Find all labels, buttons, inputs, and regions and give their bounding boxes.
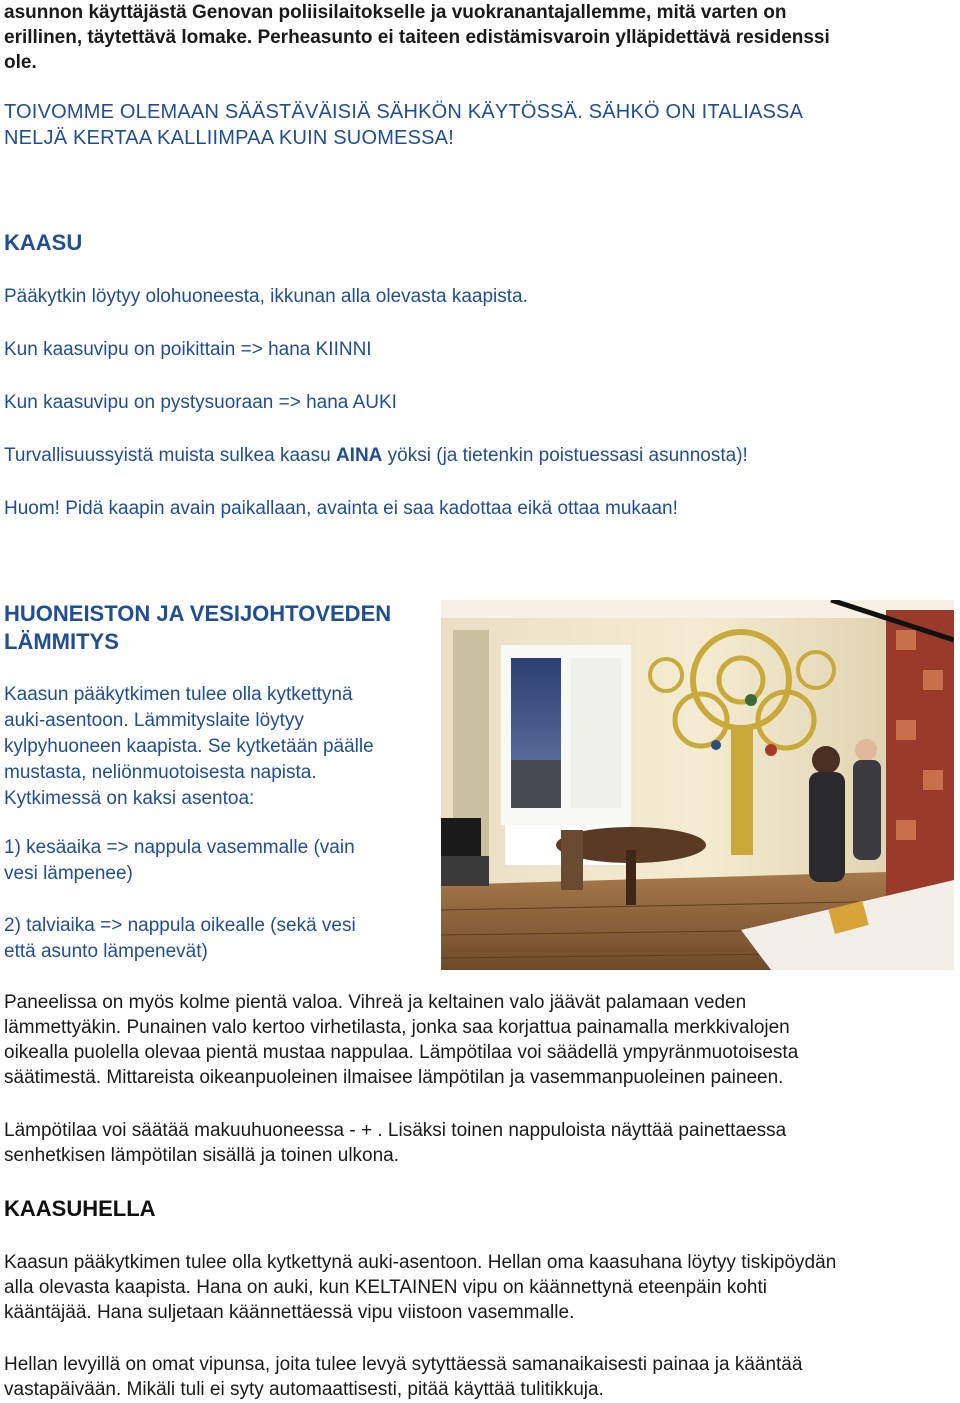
text-line: lämmettyäkin. Punainen valo kertoo virhetilasta, jonka saa korjattua painamalla merkkivalojen [4, 1017, 790, 1038]
summer-option [4, 835, 434, 887]
text-line: kääntäjää. Hana suljetaan käännettäessä vipu viistoon vasemmalle. [4, 1302, 575, 1323]
living-room-photo [441, 600, 954, 970]
text-line: kylpyhuoneen kaapista. Se kytketään päälle [4, 736, 374, 757]
stove-burner-paragraph [4, 1352, 802, 1402]
intro-line: ole. [4, 52, 37, 73]
text-span: yöksi (ja tietenkin poistuessasi asunnosta)! [382, 445, 748, 466]
text-line: että asunto lämpenevät) [4, 941, 208, 962]
text-line: säätimestä. Mittareista oikeanpuoleinen ilmaisee lämpötilan ja vasemmanpuoleinen paineen. [4, 1067, 784, 1088]
section-heading-lammitys [4, 600, 434, 656]
heading-line: HUONEISTON JA VESIJOHTOVEDEN [4, 601, 392, 626]
text-line: Lämpötilaa voi säätää makuuhuoneessa - + . Lisäksi toinen nappuloista näyttää painettaessa [4, 1120, 787, 1141]
emphasis-text: AINA [335, 445, 383, 466]
section-heading-kaasu: KAASU [4, 230, 83, 255]
text-line: vastapäivään. Mikäli tuli ei syty automaattisesti, pitää käyttää tulitikkuja. [4, 1379, 604, 1400]
heading-line: LÄMMITYS [4, 629, 119, 654]
intro-line: erillinen, täytettävä lomake. Perheasunto ei taiteen edistämisvaroin ylläpidettävä residenssi [4, 27, 830, 48]
winter-option [4, 913, 434, 965]
kaasu-paragraph: Kun kaasuvipu on pystysuoraan => hana AUKI [4, 392, 397, 413]
text-line: Kaasun pääkytkimen tulee olla kytkettynä [4, 684, 353, 705]
text-line: Kaasun pääkytkimen tulee olla kytkettynä auki-asentoon. Hellan oma kaasuhana löytyy tiskipöydän [4, 1252, 837, 1273]
kaasu-paragraph: Pääkytkin löytyy olohuoneesta, ikkunan alla olevasta kaapista. [4, 286, 528, 307]
notice-line: NELJÄ KERTAA KALLIIMPAA KUIN SUOMESSA! [4, 127, 454, 149]
kaasuhella-paragraph [4, 1250, 836, 1325]
intro-paragraph [4, 0, 830, 75]
text-line: auki-asentoon. Lämmityslaite löytyy [4, 710, 304, 731]
text-line: vesi lämpenee) [4, 863, 133, 884]
text-line: mustasta, neliönmuotoisesta napista. [4, 762, 317, 783]
kaasu-safety-paragraph [4, 443, 748, 469]
text-line: Kytkimessä on kaksi asentoa: [4, 788, 255, 809]
text-line: alla olevasta kaapista. Hana on auki, kun KELTAINEN vipu on käännettynä eteenpäin kohti [4, 1277, 767, 1298]
intro-line: asunnon käyttäjästä Genovan poliisilaitokselle ja vuokranantajallemme, mitä varten on [4, 2, 787, 23]
text-line: 1) kesäaika => nappula vasemmalle (vain [4, 837, 355, 858]
text-line: Hellan levyillä on omat vipunsa, joita tulee levyä sytyttäessä samanaikaisesti painaa ja kääntää [4, 1354, 803, 1375]
kaasu-note-paragraph: Huom! Pidä kaapin avain paikallaan, avainta ei saa kadottaa eikä ottaa mukaan! [4, 498, 678, 519]
text-line: 2) talviaika => nappula oikealle (sekä vesi [4, 915, 356, 936]
kaasu-paragraph: Kun kaasuvipu on poikittain => hana KIINNI [4, 339, 372, 360]
text-span: Turvallisuussyistä muista sulkea kaasu [4, 445, 336, 466]
electricity-notice [4, 99, 803, 151]
panel-lights-paragraph [4, 990, 798, 1090]
section-heading-kaasuhella: KAASUHELLA [4, 1196, 156, 1221]
bedroom-temperature-paragraph [4, 1118, 786, 1168]
lammitys-paragraph [4, 682, 434, 812]
text-line: Paneelissa on myös kolme pientä valoa. Vihreä ja keltainen valo jäävät palamaan veden [4, 992, 747, 1013]
text-line: oikealla puolella olevaa pientä mustaa nappulaa. Lämpötilaa voi säädellä ympyränmuotoisesta [4, 1042, 799, 1063]
notice-line: TOIVOMME OLEMAAN SÄÄSTÄVÄISIÄ SÄHKÖN KÄYTÖSSÄ. SÄHKÖ ON ITALIASSA [4, 101, 804, 123]
text-line: senhetkisen lämpötilan sisällä ja toinen ulkona. [4, 1145, 400, 1166]
